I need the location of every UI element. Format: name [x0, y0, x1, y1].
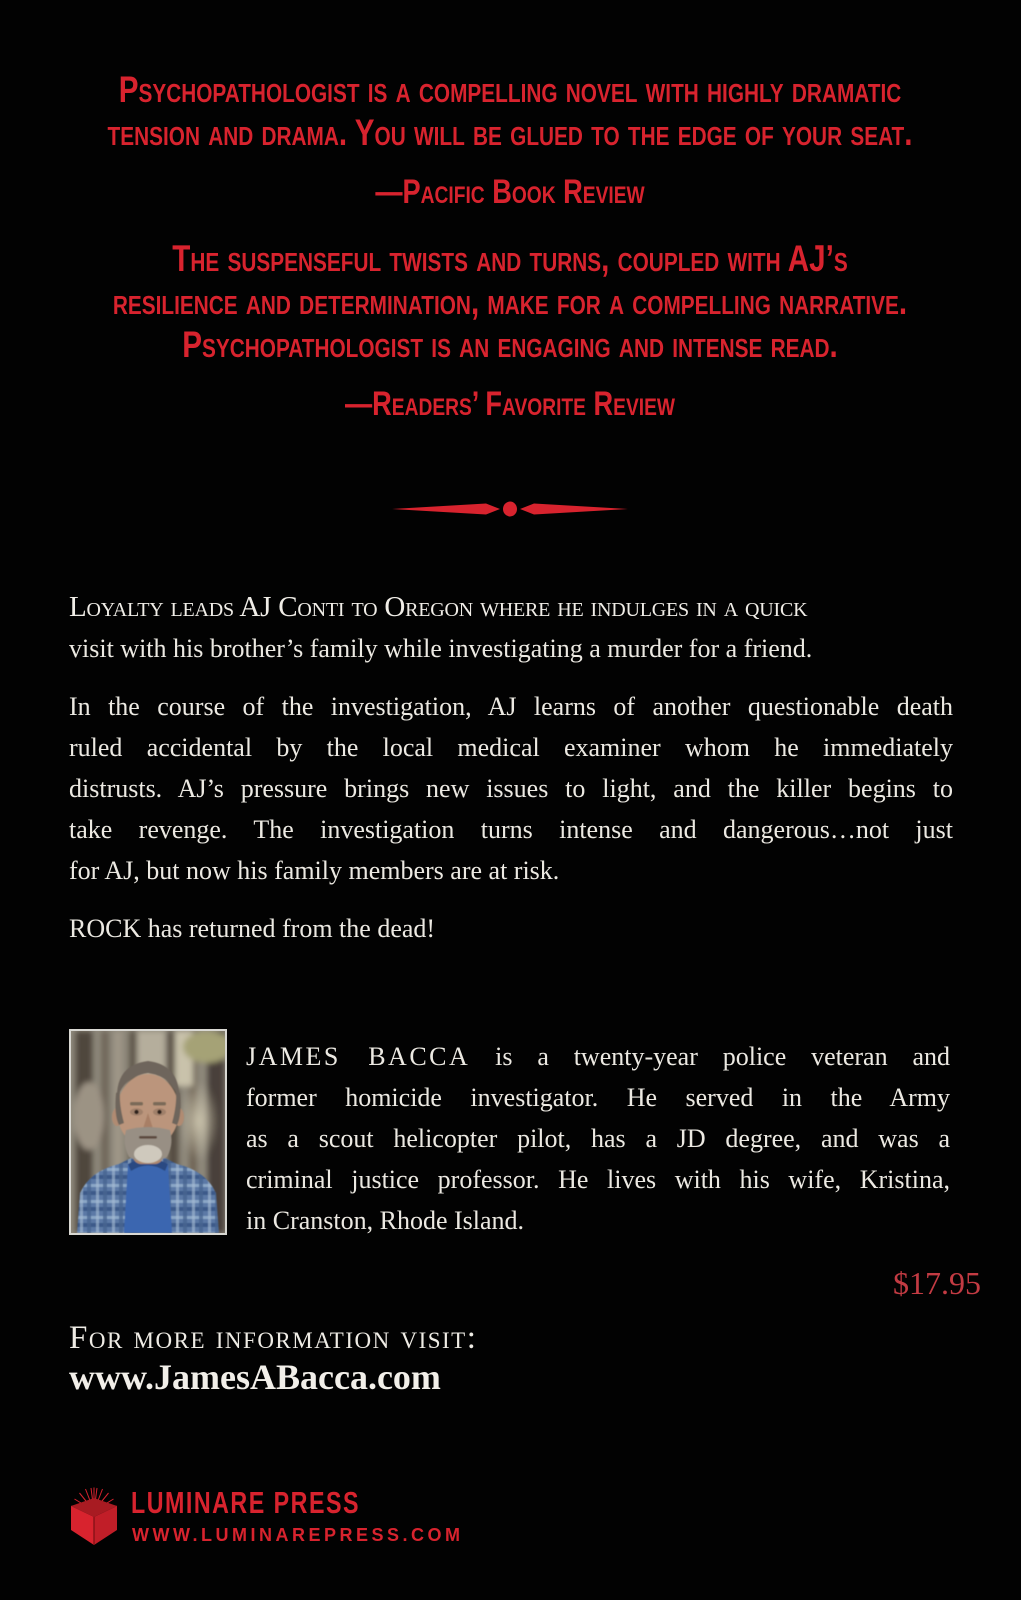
publisher-website-url: WWW.LUMINAREPRESS.COM [132, 1525, 464, 1545]
bio-line: former homicide investigator. He served in the Army [246, 1083, 950, 1112]
synopsis-paragraph-2 [69, 686, 953, 891]
review-quote-readers-favorite [46, 237, 974, 366]
author-bio [246, 1036, 950, 1241]
review-quote-pacific [46, 68, 974, 154]
author-photo [69, 1029, 227, 1235]
review-attribution-text: —Readers’ Favorite Review [344, 385, 676, 423]
author-website-url: www.JamesABacca.com [69, 1357, 441, 1397]
review-quote-line: resilience and determination, make for a compelling narrative. [112, 281, 908, 322]
author-name: JAMES BACCA [246, 1042, 471, 1071]
bio-line: in Cranston, Rhode Island. [246, 1206, 525, 1235]
author-portrait-illustration [71, 1031, 225, 1233]
synopsis-line: In the course of the investigation, AJ learns of another questionable death [69, 692, 953, 721]
review-quote-line: Psychopathologist is an engaging and intense read. [182, 324, 838, 365]
bio-line: as a scout helicopter pilot, has a JD degree, and was a [246, 1124, 950, 1153]
bio-line [246, 1036, 950, 1077]
bio-line-text: is a twenty-year police veteran and [470, 1042, 950, 1071]
synopsis-line: ROCK has returned from the dead! [69, 914, 436, 943]
synopsis-line: distrusts. AJ’s pressure brings new issues to light, and the killer begins to [69, 774, 953, 803]
review-attribution-text: —Pacific Book Review [375, 173, 645, 211]
review-attribution-pacific [46, 172, 974, 212]
synopsis-line: visit with his brother’s family while investigating a murder for a friend. [69, 634, 813, 663]
review-quote-line: The suspenseful twists and turns, coupled with AJ’s [172, 238, 848, 279]
synopsis-paragraph-3 [69, 908, 953, 949]
ornamental-divider-icon [390, 498, 630, 520]
synopsis-line: for AJ, but now his family members are at risk. [69, 856, 560, 885]
synopsis-lead-line: Loyalty leads AJ Conti to Oregon where he indulges in a quick [69, 591, 808, 623]
publisher-name: LUMINARE PRESS [131, 1485, 360, 1520]
synopsis-paragraph-1 [69, 586, 953, 669]
review-quote-line: tension and drama. You will be glued to the edge of your seat. [107, 112, 913, 153]
synopsis-line: ruled accidental by the local medical examiner whom he immediately [69, 733, 953, 762]
review-quote-line: Psychopathologist is a compelling novel with highly dramatic [118, 69, 902, 110]
luminare-press-logo-icon [69, 1484, 119, 1546]
synopsis-line: take revenge. The investigation turns intense and dangerous…not just [69, 815, 953, 844]
more-info-label: For more information visit: [69, 1320, 478, 1356]
bio-line: criminal justice professor. He lives with his wife, Kristina, [246, 1165, 950, 1194]
review-attribution-readers-favorite [46, 384, 974, 424]
price-label: $17.95 [893, 1265, 981, 1301]
